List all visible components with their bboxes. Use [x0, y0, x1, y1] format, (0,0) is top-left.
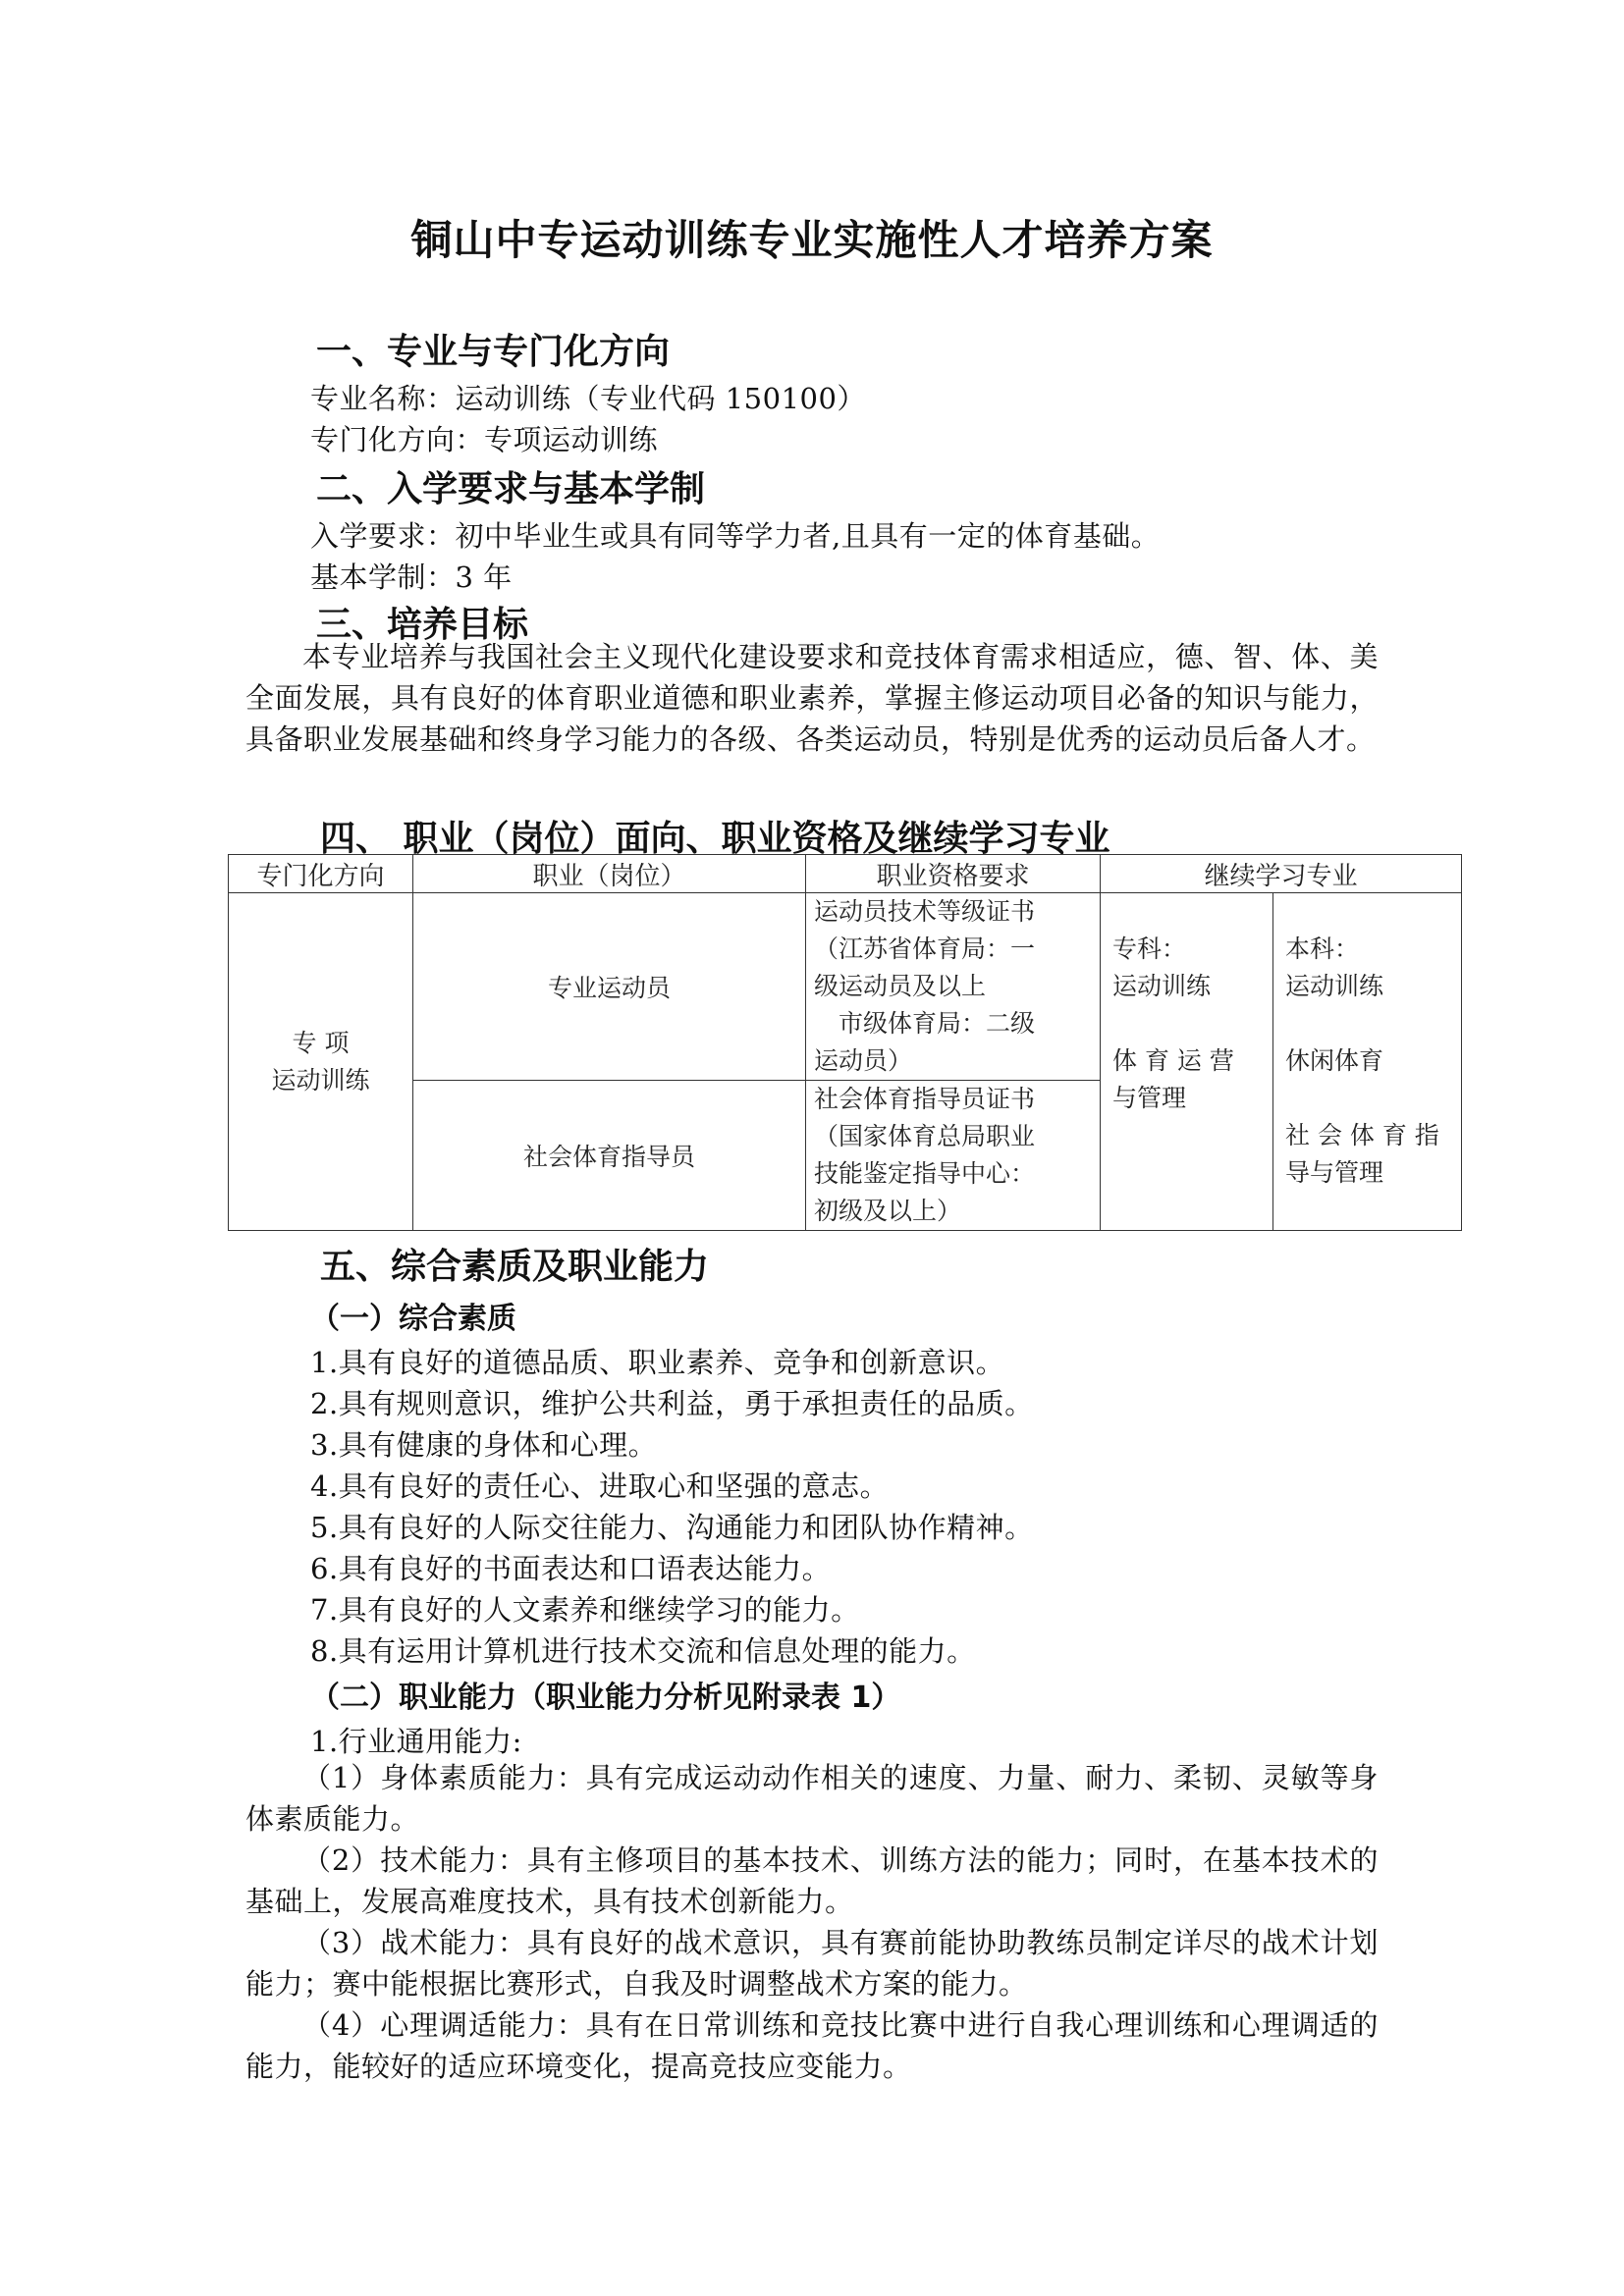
general-ability-label: 1.行业通用能力: [310, 1725, 522, 1758]
section-5-heading: 五、综合素质及职业能力 [320, 1247, 710, 1287]
section-1-heading: 一、专业与专门化方向 [316, 332, 671, 372]
section-2-heading: 二、入学要求与基本学制 [316, 469, 706, 509]
header-qualification: 职业资格要求 [806, 855, 1101, 893]
bachelor-item: 社 会 体 育 指 [1285, 1121, 1439, 1149]
header-job: 职业（岗位） [413, 855, 806, 893]
list-item: 8.具有运用计算机进行技术交流和信息处理的能力。 [310, 1634, 976, 1668]
further-bachelor-cell [1273, 893, 1462, 1231]
college-label: 专科： [1112, 934, 1187, 963]
list-item: 7.具有良好的人文素养和继续学习的能力。 [310, 1593, 860, 1627]
direction-line-1: 专 项 [292, 1028, 350, 1057]
qualification-line: 技能鉴定指导中心： [814, 1159, 1036, 1188]
duration-line: 基本学制：3 年 [310, 561, 513, 594]
college-item: 体 育 运 营 [1112, 1046, 1234, 1075]
sub-heading-general-quality: （一）综合素质 [310, 1302, 516, 1336]
bachelor-item: 导与管理 [1285, 1158, 1384, 1187]
qualification-line: 初级及以上） [814, 1197, 962, 1225]
table-row [229, 893, 1462, 1081]
bachelor-label: 本科： [1285, 934, 1360, 963]
direction-cell [229, 893, 413, 1231]
qualification-line: 社会体育指导员证书 [814, 1085, 1036, 1113]
major-name-line: 专业名称：运动训练（专业代码 150100） [310, 382, 866, 415]
document-title: 铜山中专运动训练专业实施性人才培养方案 [410, 216, 1214, 264]
list-item: 5.具有良好的人际交往能力、沟通能力和团队协作精神。 [310, 1511, 1034, 1544]
header-direction: 专门化方向 [229, 855, 413, 893]
qualification-line: 运动员技术等级证书 [814, 897, 1036, 926]
training-goal-paragraph: 本专业培养与我国社会主义现代化建设要求和竞技体育需求相适应，德、智、体、美全面发展，具有良好的体育职业道德和职业素养，掌握主修运动项目必备的知识与能力，具备职业发展基础和终身学习能力的各级、各类运动员，特别是优秀的运动员后备人才。 [245, 640, 1379, 756]
qualification-cell [806, 893, 1101, 1081]
direction-line: 专门化方向：专项运动训练 [310, 423, 659, 456]
list-item: 2.具有规则意识，维护公共利益，勇于承担责任的品质。 [310, 1387, 1034, 1420]
list-item: 6.具有良好的书面表达和口语表达能力。 [310, 1552, 832, 1585]
ability-paragraph: （4）心理调适能力：具有在日常训练和竞技比赛中进行自我心理训练和心理调适的能力，能较好的适应环境变化，提高竞技应变能力。 [245, 2008, 1379, 2083]
qualification-line: （国家体育总局职业 [814, 1122, 1036, 1150]
job-cell: 专业运动员 [413, 893, 806, 1081]
ability-paragraph: （2）技术能力：具有主修项目的基本技术、训练方法的能力；同时，在基本技术的基础上，发展高难度技术，具有技术创新能力。 [245, 1843, 1379, 1918]
section-4-heading: 四、 职业（岗位）面向、职业资格及继续学习专业 [320, 819, 1110, 859]
list-item: 3.具有健康的身体和心理。 [310, 1428, 658, 1462]
further-college-cell [1101, 893, 1273, 1231]
table-header-row [229, 855, 1462, 893]
ability-paragraph: （3）战术能力：具有良好的战术意识，具有赛前能协助教练员制定详尽的战术计划能力；赛中能根据比赛形式，自我及时调整战术方案的能力。 [245, 1926, 1379, 2001]
ability-paragraph: （1）身体素质能力：具有完成运动动作相关的速度、力量、耐力、柔韧、灵敏等身体素质能力。 [245, 1761, 1379, 1836]
bachelor-item: 休闲体育 [1285, 1046, 1384, 1075]
requirement-line: 入学要求：初中毕业生或具有同等学力者,且具有一定的体育基础。 [310, 519, 1161, 553]
qualification-line: 运动员） [814, 1046, 913, 1075]
direction-line-2: 运动训练 [271, 1065, 370, 1095]
college-item: 运动训练 [1112, 972, 1212, 1000]
sub-heading-professional-ability: （二）职业能力（职业能力分析见附录表 1） [310, 1681, 901, 1715]
bachelor-item: 运动训练 [1285, 972, 1384, 1000]
job-cell: 社会体育指导员 [413, 1081, 806, 1231]
college-item: 与管理 [1112, 1084, 1187, 1112]
qualification-line: 市级体育局：二级 [814, 1009, 1036, 1038]
list-item: 4.具有良好的责任心、进取心和坚强的意志。 [310, 1469, 890, 1503]
section-3-heading: 三、培养目标 [316, 605, 529, 645]
qualification-line: 级运动员及以上 [814, 972, 987, 1000]
career-table [228, 854, 1462, 1231]
list-item: 1.具有良好的道德品质、职业素养、竞争和创新意识。 [310, 1346, 1005, 1379]
header-further-study: 继续学习专业 [1101, 855, 1462, 893]
qualification-cell [806, 1081, 1101, 1231]
qualification-line: （江苏省体育局：一 [814, 934, 1036, 963]
